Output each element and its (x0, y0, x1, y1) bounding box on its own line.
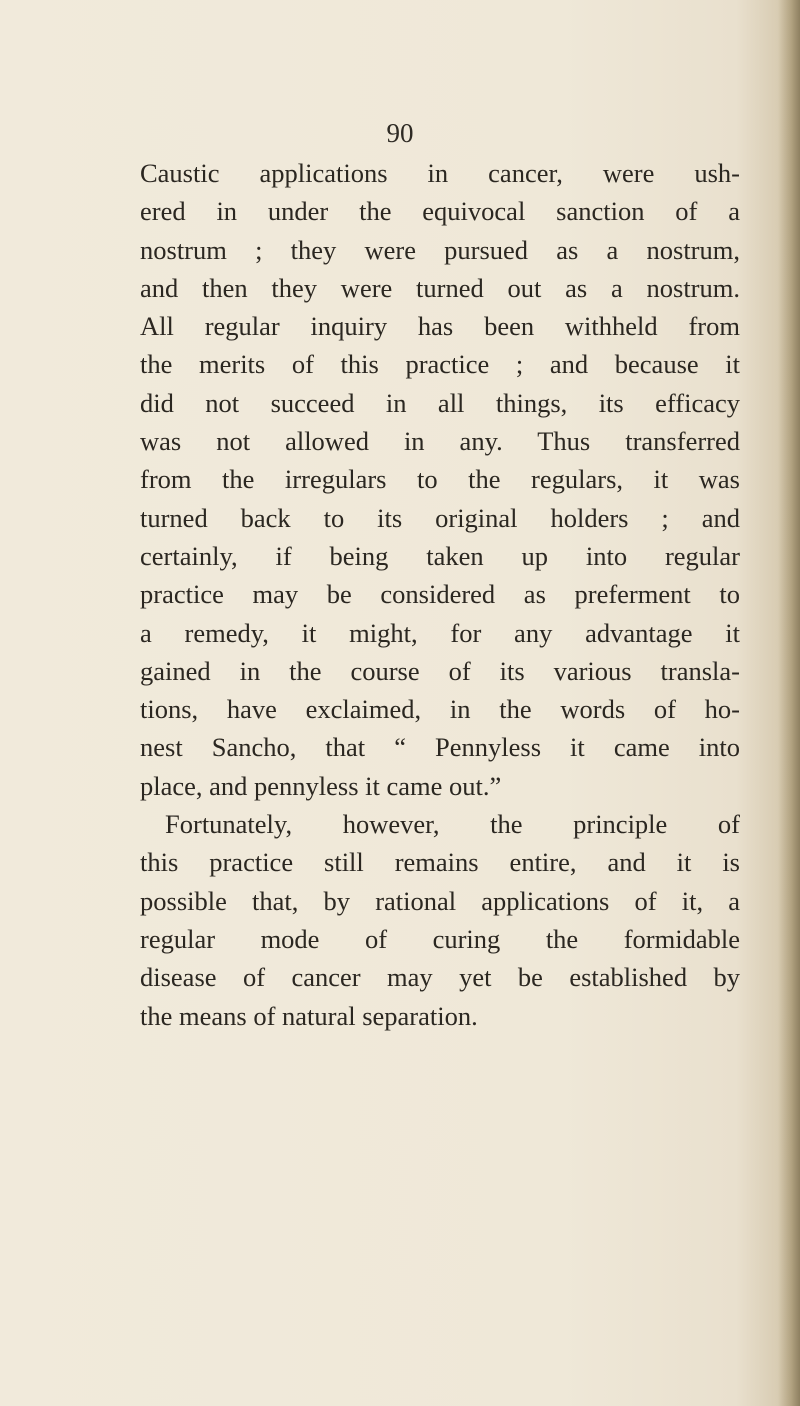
page-number: 90 (386, 118, 414, 148)
text-line: nostrum ; they were pursued as a nostrum, (140, 234, 740, 265)
text-line: certainly, if being taken up into regular (140, 540, 740, 571)
body-text (140, 154, 740, 1035)
text-line: a remedy, it might, for any advantage it (140, 617, 740, 648)
text-line: place, and pennyless it came out.” (140, 770, 502, 801)
text-line: turned back to its original holders ; and (140, 502, 740, 533)
text-line: Fortunately, however, the principle of (165, 809, 740, 840)
text-line: nest Sancho, that “ Pennyless it came into (140, 732, 740, 763)
text-line: practice may be considered as preferment to (140, 579, 740, 610)
text-line: the means of natural separation. (140, 1000, 478, 1031)
text-line: ered in under the equivocal sanction of a (140, 196, 740, 227)
text-line: All regular inquiry has been withheld from (140, 311, 740, 342)
page-edge-shadow (778, 0, 800, 1406)
text-line: from the irregulars to the regulars, it was (140, 464, 740, 495)
text-line: tions, have exclaimed, in the words of ho- (140, 694, 740, 725)
text-line: did not succeed in all things, its efficacy (140, 387, 740, 418)
text-line: Caustic applications in cancer, were ush- (140, 158, 740, 188)
text-line: possible that, by rational applications of it, a (140, 885, 740, 916)
text-line: regular mode of curing the formidable (140, 923, 740, 954)
text-line: was not allowed in any. Thus transferred (140, 426, 740, 457)
text-line: this practice still remains entire, and it is (140, 847, 740, 878)
text-line: and then they were turned out as a nostrum. (140, 272, 740, 303)
text-line: gained in the course of its various transla- (140, 655, 740, 686)
text-line: disease of cancer may yet be established by (140, 962, 740, 993)
text-line: the merits of this practice ; and because it (140, 349, 740, 380)
